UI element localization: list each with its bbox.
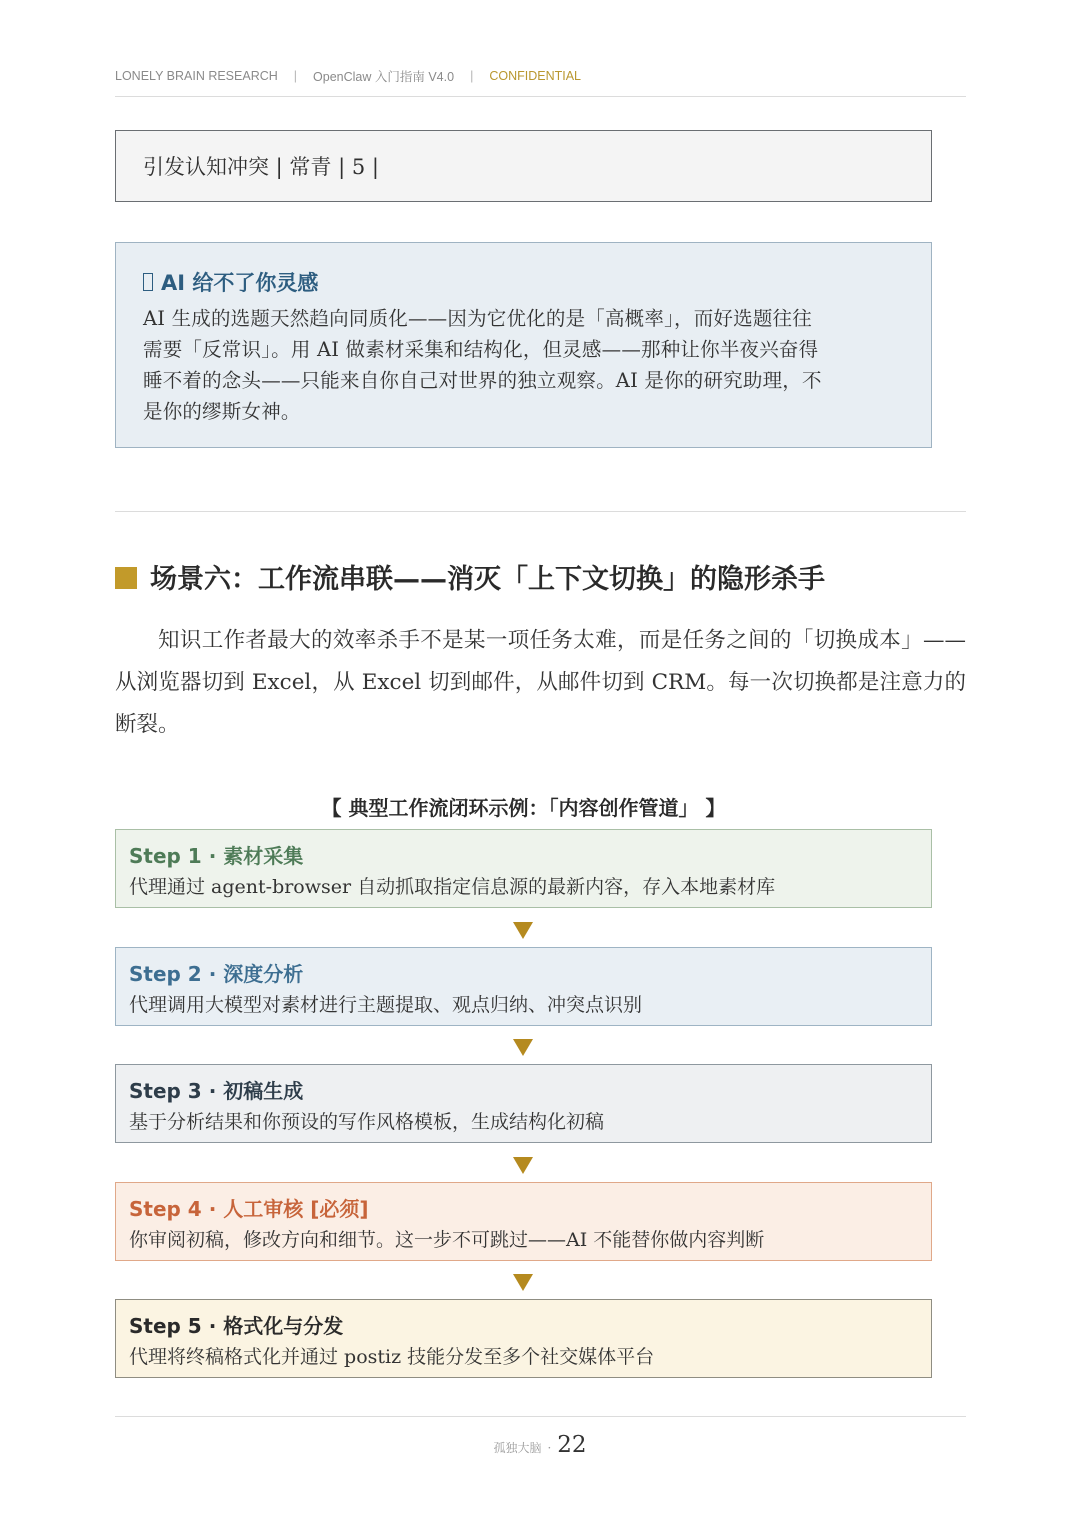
- flow-step: [115, 1182, 932, 1261]
- flow-step-desc: 你审阅初稿，修改方向和细节。这一步不可跳过——AI 不能替你做内容判断: [129, 1229, 765, 1251]
- down-arrow-icon: [513, 1039, 533, 1056]
- flow-step-desc: 代理将终稿格式化并通过 postiz 技能分发至多个社交媒体平台: [129, 1346, 655, 1368]
- flow-step: [115, 1064, 932, 1143]
- flow-step: [115, 829, 932, 908]
- footer-label: 孤独大脑: [493, 1441, 542, 1455]
- header-org: LONELY BRAIN RESEARCH: [115, 69, 278, 83]
- callout-note: [115, 242, 932, 448]
- flow-step-desc: 代理通过 agent-browser 自动抓取指定信息源的最新内容，存入本地素材库: [129, 876, 776, 898]
- down-arrow-icon: [513, 1274, 533, 1291]
- flow-step-title: Step 5 · 格式化与分发: [129, 1313, 344, 1338]
- callout-title: [143, 265, 905, 299]
- flow-step-desc: 基于分析结果和你预设的写作风格模板，生成结构化初稿: [129, 1111, 605, 1133]
- header-doc-title: OpenClaw 入门指南 V4.0: [313, 70, 455, 84]
- flow-step-title: Step 4 · 人工审核 [必须]: [129, 1196, 369, 1221]
- flow-step-title: Step 2 · 深度分析: [129, 961, 304, 986]
- down-arrow-icon: [513, 1157, 533, 1174]
- footer-dot: ·: [547, 1441, 552, 1455]
- section-divider: [115, 511, 966, 512]
- callout-body: [143, 303, 905, 427]
- body-paragraph: 知识工作者最大的效率杀手不是某一项任务太难，而是任务之间的「切换成本」——从浏览器切到 Excel，从 Excel 切到邮件，从邮件切到 CRM。每一次切换都是注意力的断裂。: [115, 628, 966, 737]
- running-header: [115, 66, 965, 86]
- square-bullet-icon: [115, 567, 137, 589]
- header-separator: |: [470, 69, 474, 83]
- page-footer: [0, 1432, 1080, 1458]
- tag-row-text: 引发认知冲突 | 常青 | 5 |: [143, 155, 379, 179]
- flow-caption: 【 典型工作流闭环示例：「内容创作管道」 】: [321, 796, 726, 820]
- flow-step-title: Step 3 · 初稿生成: [129, 1078, 304, 1103]
- header-separator: |: [293, 69, 298, 83]
- flow-step: [115, 1299, 932, 1378]
- callout-title-text: AI 给不了你灵感: [161, 271, 319, 295]
- flow-step-title: Step 1 · 素材采集: [129, 843, 304, 868]
- page-number: 22: [557, 1432, 587, 1458]
- section-heading-text: 场景六：工作流串联——消灭「上下文切换」的隐形杀手: [150, 563, 825, 595]
- broken-glyph-icon: [143, 273, 153, 291]
- header-divider: [115, 96, 966, 97]
- flow-step-desc: 代理调用大模型对素材进行主题提取、观点归纳、冲突点识别: [129, 994, 643, 1016]
- down-arrow-icon: [513, 922, 533, 939]
- tag-row-box: [115, 130, 932, 202]
- callout-line: 睡不着的念头——只能来自你自己对世界的独立观察。AI 是你的研究助理，不: [143, 369, 822, 392]
- section-heading: [115, 556, 825, 596]
- footer-divider: [115, 1416, 966, 1417]
- callout-line: 需要「反常识」。用 AI 做素材采集和结构化，但灵感——那种让你半夜兴奋得: [143, 338, 819, 361]
- callout-line: AI 生成的选题天然趋向同质化——因为它优化的是「高概率」，而好选题往往: [143, 307, 812, 330]
- header-classification: CONFIDENTIAL: [489, 69, 581, 83]
- callout-line: 是你的缪斯女神。: [143, 400, 301, 423]
- flow-step: [115, 947, 932, 1026]
